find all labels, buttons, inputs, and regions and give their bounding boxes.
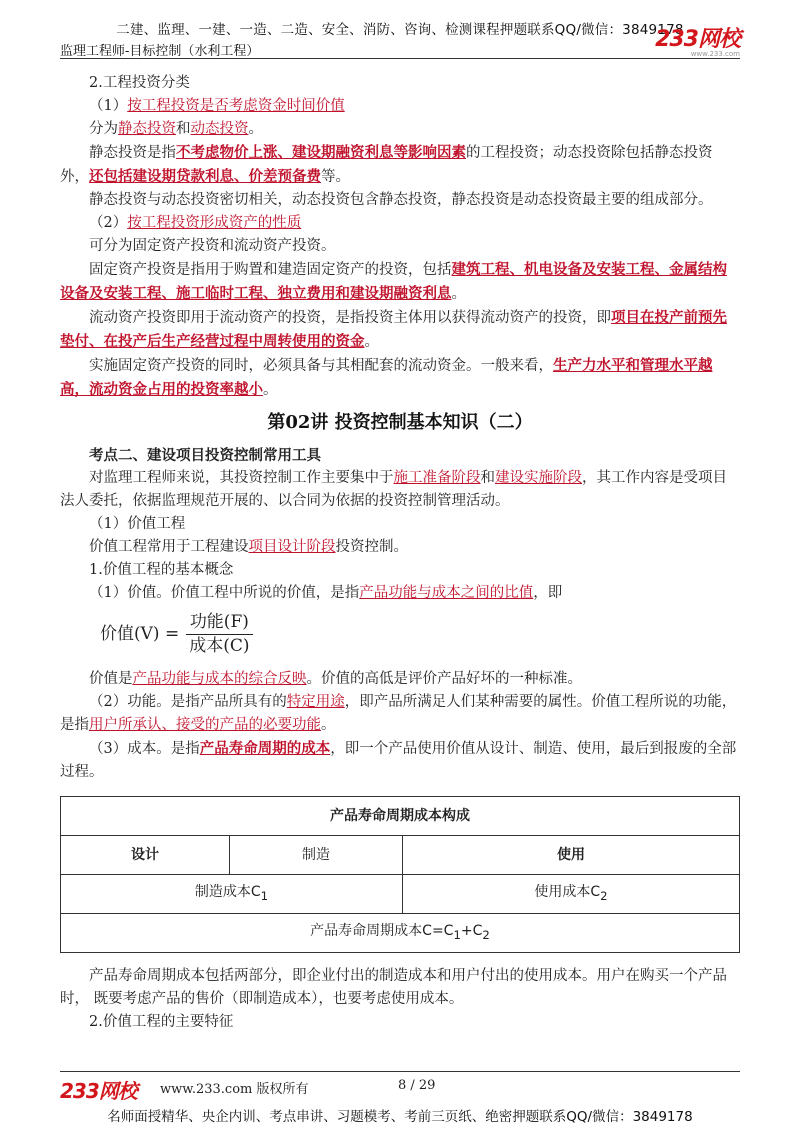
text: 和 bbox=[176, 121, 191, 137]
text: ，即 bbox=[533, 585, 563, 601]
header-divider bbox=[60, 58, 740, 59]
text: 。 bbox=[263, 382, 278, 398]
highlight-text: 项目设计阶段 bbox=[248, 539, 336, 555]
classification-item-2 bbox=[60, 212, 740, 235]
paragraph: （1）价值工程 bbox=[89, 516, 186, 532]
highlight-text: 生产力水平和管理水平越高，流动资金占用的投资率越小 bbox=[60, 357, 713, 398]
text: （3）成本。是指 bbox=[89, 741, 200, 757]
paragraph bbox=[60, 118, 740, 141]
cell-text: 产品寿命周期成本C=C bbox=[310, 922, 454, 939]
highlight-text: 用户所承认、接受的产品的必要功能 bbox=[89, 717, 321, 733]
text: 。 bbox=[321, 717, 336, 733]
formula-numerator: 功能(F) bbox=[186, 611, 253, 635]
text: ，即一个产品使用价值从设计、制造、使用，最后到报废的全部过程。 bbox=[60, 741, 737, 780]
highlight-text: 静态投资 bbox=[118, 121, 176, 137]
exam-point-title: 考点二、建设项目投资控制常用工具 bbox=[89, 447, 321, 464]
cell-subscript: 1 bbox=[453, 927, 461, 942]
text: 静态投资是指 bbox=[89, 145, 176, 161]
formula-denominator: 成本(C) bbox=[189, 636, 250, 656]
paragraph: 2.价值工程的主要特征 bbox=[89, 1014, 234, 1030]
text: 分为 bbox=[89, 121, 118, 137]
cell-text: +C bbox=[460, 922, 483, 939]
paragraph bbox=[60, 737, 740, 784]
text: 对监理工程师来说，其投资控制工作主要集中于 bbox=[89, 470, 394, 486]
text: ，其工作内容是受项目法人委托，依据监理规范开展的、以合同为依据的投资控制管理活动。 bbox=[60, 470, 727, 509]
formula-fraction bbox=[185, 611, 253, 658]
highlight-text: 按工程投资是否考虑资金时间价值 bbox=[127, 98, 345, 114]
cell-text: 使用成本C bbox=[534, 883, 601, 900]
header-subtitle: 监理工程师-目标控制（水利工程） bbox=[60, 44, 260, 59]
footer-promo: 名师面授精华、央企内训、考点串讲、习题模考、考前三页纸、绝密押题联系QQ/微信：3849178 bbox=[107, 1109, 693, 1125]
highlight-text: 产品寿命周期的成本 bbox=[199, 740, 331, 757]
table-row bbox=[61, 797, 740, 836]
highlight-text: 建筑工程、机电设备及安装工程、金属结构设备及安装工程、施工临时工程、独立费用和建设期融资利息 bbox=[60, 261, 727, 302]
table-cell-total bbox=[61, 914, 740, 953]
text: 。 bbox=[451, 286, 466, 302]
text: 价值是 bbox=[89, 671, 133, 687]
lifecycle-cost-table bbox=[60, 796, 740, 953]
table-row bbox=[61, 914, 740, 953]
paragraph: 静态投资与动态投资密切相关，动态投资包含静态投资，静态投资是动态投资最主要的组成部分。 bbox=[89, 192, 713, 208]
highlight-text: 产品功能与成本的综合反映 bbox=[132, 671, 307, 687]
page-footer bbox=[60, 1075, 740, 1125]
paragraph bbox=[60, 467, 740, 513]
item-prefix: （1） bbox=[89, 98, 128, 114]
item-prefix: （2） bbox=[89, 215, 128, 231]
table-cell-use-cost bbox=[403, 875, 740, 914]
text: 价值工程常用于工程建设 bbox=[89, 539, 249, 555]
value-formula bbox=[100, 611, 740, 658]
page-header bbox=[60, 18, 740, 59]
highlight-text: 施工准备阶段 bbox=[393, 470, 481, 486]
text: 。 bbox=[248, 121, 263, 137]
paragraph bbox=[60, 354, 740, 402]
text: （1）价值。价值工程中所说的价值，是指 bbox=[89, 585, 360, 601]
text: 投资控制。 bbox=[335, 539, 408, 555]
highlight-text: 还包括建设期贷款利息、价差预备费 bbox=[89, 168, 321, 185]
highlight-text: 产品功能与成本之间的比值 bbox=[359, 585, 534, 601]
formula-lhs: 价值(V) = bbox=[100, 624, 180, 644]
page-number: 8 / 29 bbox=[398, 1078, 436, 1093]
text: 实施固定资产投资的同时，必须具备与其相配套的流动资金。一般来看， bbox=[89, 358, 553, 374]
paragraph: 可分为固定资产投资和流动资产投资。 bbox=[89, 238, 336, 254]
highlight-text: 特定用途 bbox=[286, 694, 345, 710]
footer-logo: 233网校 bbox=[60, 1079, 137, 1103]
highlight-text: 建设实施阶段 bbox=[495, 470, 582, 486]
lecture-title: 第02讲 投资控制基本知识（二） bbox=[267, 412, 533, 433]
header-logo bbox=[655, 22, 740, 58]
table-header-design: 设计 bbox=[61, 836, 230, 875]
text: 等。 bbox=[321, 169, 350, 185]
highlight-text: 按工程投资形成资产的性质 bbox=[127, 215, 302, 231]
text: 。 bbox=[364, 334, 379, 350]
paragraph bbox=[60, 258, 740, 306]
paragraph bbox=[60, 582, 740, 605]
classification-item-1 bbox=[60, 95, 740, 118]
header-logo-text: 233网校 bbox=[655, 27, 740, 52]
text: 。价值的高低是评价产品好坏的一种标准。 bbox=[306, 671, 582, 687]
paragraph: 产品寿命周期成本包括两部分，即企业付出的制造成本和用户付出的使用成本。用户在购买一个产品时， 既要考虑产品的售价（即制造成本），也要考虑使用成本。 bbox=[60, 968, 727, 1007]
highlight-text: 项目在投产前预先垫付、在投产后生产经营过程中周转使用的资金 bbox=[60, 309, 727, 350]
paragraph bbox=[60, 141, 740, 189]
cell-subscript: 1 bbox=[260, 888, 269, 903]
table-row bbox=[61, 836, 740, 875]
header-promo: 二建、监理、一建、一造、二造、安全、消防、咨询、检测课程押题联系QQ/微信：3849178 bbox=[116, 22, 684, 38]
footer-copyright: www.233.com 版权所有 bbox=[160, 1082, 309, 1097]
table-row bbox=[61, 875, 740, 914]
text: 的工程投资；动态投资除包括静态投资外， bbox=[60, 145, 713, 185]
cell-text: 制造成本C bbox=[194, 883, 261, 900]
table-header-use: 使用 bbox=[403, 836, 740, 875]
text: （2）功能。是指产品所具有的 bbox=[89, 694, 287, 710]
highlight-text: 不考虑物价上涨、建设期融资利息等影响因素 bbox=[176, 144, 466, 161]
table-header-make: 制造 bbox=[230, 836, 403, 875]
table-cell-mfg-cost bbox=[61, 875, 403, 914]
text: 流动资产投资即用于流动资产的投资，是指投资主体用以获得流动资产的投资，即 bbox=[89, 310, 611, 326]
paragraph bbox=[60, 536, 740, 559]
highlight-text: 动态投资 bbox=[190, 121, 249, 137]
footer-divider bbox=[60, 1071, 740, 1072]
paragraph: 1.价值工程的基本概念 bbox=[89, 562, 234, 578]
header-logo-url: www.233.com bbox=[690, 50, 740, 58]
section-heading: 2.工程投资分类 bbox=[89, 75, 190, 91]
paragraph bbox=[60, 306, 740, 354]
cell-subscript: 2 bbox=[482, 927, 490, 942]
cell-subscript: 2 bbox=[600, 888, 608, 903]
paragraph bbox=[60, 668, 740, 691]
text: ，即产品所满足人们某种需要的属性。价值工程所说的功能，是指 bbox=[60, 694, 737, 733]
paragraph bbox=[60, 691, 740, 737]
table-title: 产品寿命周期成本构成 bbox=[61, 797, 740, 836]
text: 和 bbox=[480, 470, 495, 486]
document-body bbox=[60, 72, 740, 1034]
text: 固定资产投资是指用于购置和建造固定资产的投资，包括 bbox=[89, 262, 452, 278]
